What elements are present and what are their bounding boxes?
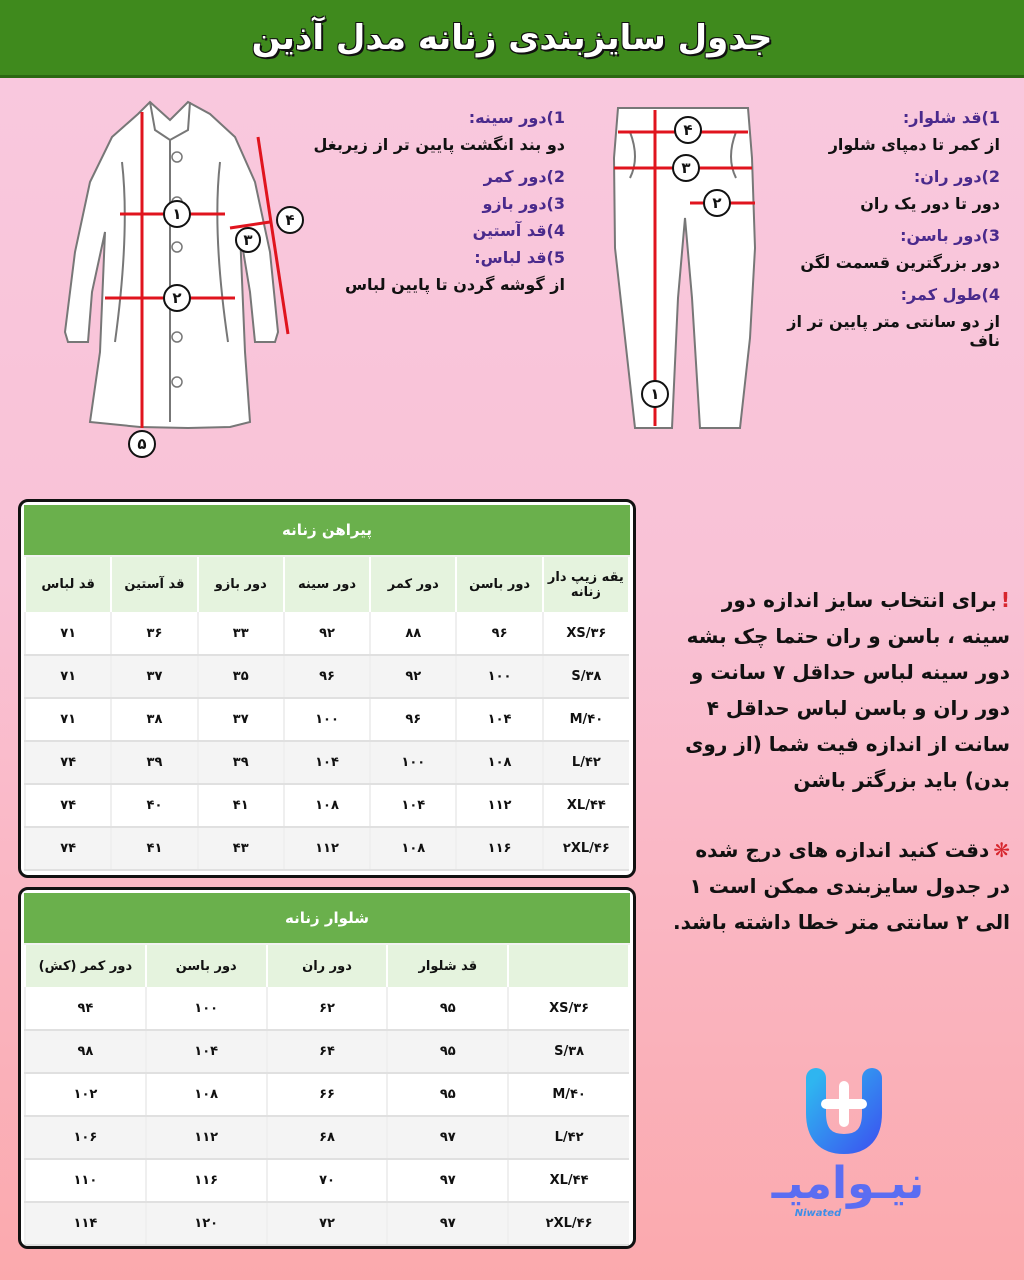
sizing-notes [670, 582, 1010, 940]
table-row [25, 741, 629, 784]
table-cell: ۴۱ [198, 784, 284, 827]
table-cell: ۱۰۸ [146, 1073, 267, 1116]
table-row [25, 655, 629, 698]
pants-size-table [18, 887, 636, 1249]
logo-mark-icon [796, 1058, 892, 1154]
table-cell: ۴۱ [111, 827, 197, 870]
note-chest-hip [670, 582, 1010, 798]
pants-marker-label: ۴ [683, 121, 693, 139]
column-header: قد آستین [111, 557, 197, 612]
table-row [25, 1030, 629, 1073]
table-cell: ۱۰۰ [370, 741, 456, 784]
pants-measure-desc: دور بزرگترین قسمت لگن [800, 253, 1000, 272]
shirt-table-title: پیراهن زنانه [24, 505, 630, 557]
table-cell: ۷۱ [25, 698, 111, 741]
table-cell: ۷۴ [25, 827, 111, 870]
table-cell: ۹۴ [25, 987, 146, 1030]
table-cell: ۱۱۲ [284, 827, 370, 870]
table-row [25, 1073, 629, 1116]
pants-diagram [600, 98, 770, 438]
shirt-table [24, 557, 630, 871]
pants-measurement-list [760, 108, 1000, 363]
table-cell: ۷۴ [25, 741, 111, 784]
shirt-marker-label: ۴ [285, 211, 295, 229]
column-header: دور سینه [284, 557, 370, 612]
shirt-measure-heading: 2)دور کمر [483, 167, 565, 186]
title-banner [0, 0, 1024, 78]
note-text: برای انتخاب سایز اندازه دور سینه ، باسن و ران حتما چک بشه دور سینه لباس حداقل ۷ سانت و دور ران و باسن لباس حداقل ۴ سانت از اندازه فیت شما (از روی بدن) باید بزرگتر باشن [685, 588, 1010, 792]
table-header-row [25, 557, 629, 612]
pants-measure-heading: 3)دور باسن: [900, 226, 1000, 245]
shirt-marker-label: ۳ [243, 231, 253, 249]
brand-logo [728, 1058, 968, 1228]
column-header: دور ران [267, 945, 388, 987]
table-row [25, 1159, 629, 1202]
table-cell: ۳۶ [111, 612, 197, 655]
table-cell: ۱۰۰ [146, 987, 267, 1030]
table-cell: ۳۷ [198, 698, 284, 741]
table-cell: S/۳۸ [543, 655, 629, 698]
table-cell: XL/۴۴ [508, 1159, 629, 1202]
column-header [508, 945, 629, 987]
page-title: جدول سایزبندی زنانه مدل آذین [251, 17, 773, 58]
table-cell: XS/۳۶ [543, 612, 629, 655]
table-cell: ۹۷ [387, 1202, 508, 1245]
table-cell: ۴۰ [111, 784, 197, 827]
table-cell: ۹۲ [370, 655, 456, 698]
table-cell: ۱۰۰ [456, 655, 542, 698]
table-cell: S/۳۸ [508, 1030, 629, 1073]
table-cell: ۹۸ [25, 1030, 146, 1073]
table-cell: ۹۶ [456, 612, 542, 655]
asterisk-icon: ❋ [993, 838, 1010, 862]
column-header: قد شلوار [387, 945, 508, 987]
table-cell: ۹۷ [387, 1116, 508, 1159]
warning-icon: ! [1000, 588, 1010, 612]
table-row [25, 784, 629, 827]
table-cell: ۱۰۲ [25, 1073, 146, 1116]
table-row [25, 1202, 629, 1245]
table-cell: ۲XL/۴۶ [543, 827, 629, 870]
table-cell: ۱۱۲ [146, 1116, 267, 1159]
brand-subtext: Niwated [794, 1208, 842, 1219]
pants-measure-heading: 1)قد شلوار: [902, 108, 1000, 127]
pants-measure-heading: 2)دور ران: [913, 167, 1000, 186]
table-cell: ۳۷ [111, 655, 197, 698]
pants-marker-label: ۱ [650, 385, 660, 403]
table-cell: ۱۱۶ [146, 1159, 267, 1202]
pants-measure-heading: 4)طول کمر: [900, 285, 1000, 304]
table-cell: ۱۰۸ [284, 784, 370, 827]
shirt-measure-desc: از گوشه گردن تا پایین لباس [344, 275, 565, 294]
pants-measure-desc: دور تا دور یک ران [860, 194, 1000, 213]
table-cell: ۱۰۴ [284, 741, 370, 784]
table-cell: L/۴۲ [508, 1116, 629, 1159]
table-cell: M/۴۰ [543, 698, 629, 741]
shirt-measure-desc: دو بند انگشت پایین تر از زیربغل [313, 135, 565, 154]
table-cell: ۳۹ [198, 741, 284, 784]
pants-table-title: شلوار زنانه [24, 893, 630, 945]
table-cell: ۷۰ [267, 1159, 388, 1202]
table-cell: ۶۶ [267, 1073, 388, 1116]
table-cell: ۳۳ [198, 612, 284, 655]
pants-measure-desc: از دو سانتی متر پایین تر از ناف [787, 312, 1000, 350]
table-header-row [25, 945, 629, 987]
column-header: دور باسن [456, 557, 542, 612]
table-cell: M/۴۰ [508, 1073, 629, 1116]
table-cell: ۱۱۰ [25, 1159, 146, 1202]
shirt-marker-label: ۱ [172, 205, 182, 223]
table-cell: ۱۰۶ [25, 1116, 146, 1159]
table-row [25, 1116, 629, 1159]
table-cell: ۱۰۴ [370, 784, 456, 827]
shirt-measure-heading: 5)قد لباس: [474, 248, 565, 267]
table-cell: ۱۰۴ [146, 1030, 267, 1073]
table-cell: ۱۱۴ [25, 1202, 146, 1245]
table-cell: ۷۲ [267, 1202, 388, 1245]
table-cell: ۱۰۸ [456, 741, 542, 784]
table-cell: ۱۰۸ [370, 827, 456, 870]
pants-marker-label: ۳ [681, 159, 691, 177]
table-cell: ۱۱۶ [456, 827, 542, 870]
column-header: دور بازو [198, 557, 284, 612]
shirt-measure-heading: 3)دور بازو [482, 194, 565, 213]
note-tolerance [670, 832, 1010, 940]
shirt-size-table [18, 499, 636, 878]
table-cell: ۸۸ [370, 612, 456, 655]
table-cell: ۳۵ [198, 655, 284, 698]
brand-name: نیـوامیـ [771, 1158, 925, 1209]
table-cell: ۱۰۰ [284, 698, 370, 741]
table-cell: XS/۳۶ [508, 987, 629, 1030]
column-header: دور کمر [370, 557, 456, 612]
shirt-marker-label: ۲ [172, 289, 182, 307]
table-cell: ۹۵ [387, 987, 508, 1030]
table-cell: ۷۱ [25, 612, 111, 655]
column-header: قد لباس [25, 557, 111, 612]
shirt-measure-heading: 1)دور سینه: [468, 108, 565, 127]
table-cell: ۹۵ [387, 1030, 508, 1073]
table-cell: ۶۴ [267, 1030, 388, 1073]
column-header: دور باسن [146, 945, 267, 987]
table-cell: ۱۲۰ [146, 1202, 267, 1245]
table-cell: ۹۲ [284, 612, 370, 655]
shirt-measurement-list [300, 108, 565, 307]
pants-table [24, 945, 630, 1246]
table-cell: ۶۸ [267, 1116, 388, 1159]
table-cell: XL/۴۴ [543, 784, 629, 827]
table-row [25, 827, 629, 870]
table-cell: ۱۱۲ [456, 784, 542, 827]
table-row [25, 987, 629, 1030]
table-cell: ۷۴ [25, 784, 111, 827]
table-cell: ۹۶ [284, 655, 370, 698]
shirt-diagram [60, 92, 320, 464]
shirt-measure-heading: 4)قد آستین [472, 221, 565, 240]
note-text: دقت کنید اندازه های درج شده در جدول سایزبندی ممکن است ۱ الی ۲ سانتی متر خطا داشته باشد. [673, 838, 1010, 934]
table-row [25, 698, 629, 741]
column-header: یقه زیپ دار زنانه [543, 557, 629, 612]
table-cell: ۶۲ [267, 987, 388, 1030]
table-cell: ۳۸ [111, 698, 197, 741]
table-cell: ۹۶ [370, 698, 456, 741]
table-cell: ۴۳ [198, 827, 284, 870]
table-cell: ۹۵ [387, 1073, 508, 1116]
shirt-marker-label: ۵ [137, 435, 147, 453]
table-cell: ۹۷ [387, 1159, 508, 1202]
pants-marker-label: ۲ [712, 194, 722, 212]
table-cell: ۲XL/۴۶ [508, 1202, 629, 1245]
table-row [25, 612, 629, 655]
pants-measure-desc: از کمر تا دمپای شلوار [828, 135, 1000, 154]
table-cell: ۷۱ [25, 655, 111, 698]
column-header: دور کمر (کش) [25, 945, 146, 987]
table-cell: L/۴۲ [543, 741, 629, 784]
table-cell: ۱۰۴ [456, 698, 542, 741]
table-cell: ۳۹ [111, 741, 197, 784]
